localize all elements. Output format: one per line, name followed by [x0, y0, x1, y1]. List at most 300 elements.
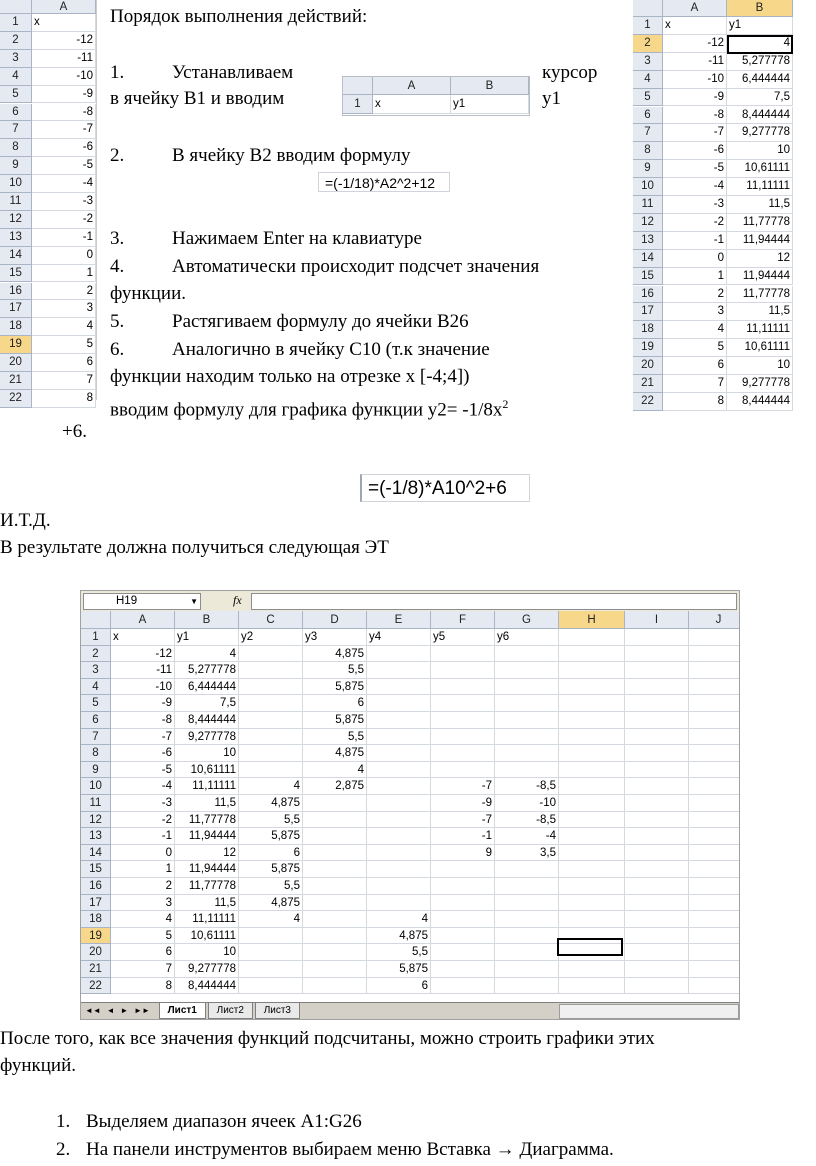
column-header-i[interactable]: I	[625, 611, 689, 629]
row-header[interactable]: 14	[81, 845, 111, 862]
cell[interactable]	[689, 679, 740, 696]
cell[interactable]: 4,875	[239, 795, 303, 812]
cell[interactable]	[303, 961, 367, 978]
cell[interactable]	[689, 878, 740, 895]
cell[interactable]: -7	[431, 778, 495, 795]
tab-sheet3[interactable]: Лист3	[255, 1003, 300, 1019]
cell[interactable]: 5,5	[303, 662, 367, 679]
cell[interactable]	[559, 812, 625, 829]
cell[interactable]	[625, 861, 689, 878]
cell[interactable]	[431, 961, 495, 978]
cell-b: 4	[727, 35, 793, 53]
cell[interactable]	[303, 895, 367, 912]
cell[interactable]	[303, 978, 367, 995]
row-header: 11	[633, 196, 663, 214]
cell[interactable]	[625, 978, 689, 995]
column-header-a: A	[373, 77, 451, 95]
cell[interactable]	[625, 961, 689, 978]
cell[interactable]	[689, 911, 740, 928]
cell[interactable]: y1	[175, 629, 239, 646]
cell[interactable]: 8	[111, 978, 175, 995]
cell[interactable]: 3	[111, 895, 175, 912]
cell[interactable]	[689, 762, 740, 779]
cell[interactable]	[431, 878, 495, 895]
cell[interactable]	[689, 812, 740, 829]
cell[interactable]	[689, 745, 740, 762]
cell[interactable]	[431, 646, 495, 663]
cell[interactable]: -1	[431, 828, 495, 845]
cell[interactable]	[689, 961, 740, 978]
row-header[interactable]: 16	[81, 878, 111, 895]
cell[interactable]: 12	[175, 845, 239, 862]
cell[interactable]	[495, 878, 559, 895]
cell-value: -6	[32, 139, 96, 157]
row-header[interactable]: 15	[81, 861, 111, 878]
cell[interactable]	[625, 778, 689, 795]
row-header[interactable]: 11	[81, 795, 111, 812]
cell[interactable]	[559, 662, 625, 679]
cell[interactable]	[431, 695, 495, 712]
cell[interactable]	[625, 812, 689, 829]
cell[interactable]: 9,277778	[175, 961, 239, 978]
cell[interactable]	[689, 712, 740, 729]
name-box[interactable]	[83, 593, 201, 610]
cell[interactable]: 11,77778	[175, 812, 239, 829]
cell-b: 11,94444	[727, 232, 793, 250]
cell[interactable]	[367, 861, 431, 878]
cell[interactable]	[367, 695, 431, 712]
cell[interactable]	[559, 712, 625, 729]
cell[interactable]: 11,94444	[175, 861, 239, 878]
cell[interactable]	[303, 845, 367, 862]
column-header-c[interactable]: C	[239, 611, 303, 629]
cell[interactable]	[303, 911, 367, 928]
cell[interactable]	[303, 861, 367, 878]
cell-b: 10	[727, 142, 793, 160]
cell[interactable]: 4,875	[239, 895, 303, 912]
cell[interactable]	[625, 895, 689, 912]
cell[interactable]: -10	[495, 795, 559, 812]
cell[interactable]: 11,5	[175, 795, 239, 812]
cell[interactable]: 4	[303, 762, 367, 779]
cell[interactable]	[303, 878, 367, 895]
active-cell-selection[interactable]	[727, 35, 793, 54]
cell[interactable]	[431, 861, 495, 878]
cell[interactable]: 4	[175, 646, 239, 663]
row-header[interactable]: 3	[81, 662, 111, 679]
etc-text: И.Т.Д.	[0, 510, 51, 531]
cell[interactable]	[559, 745, 625, 762]
cell[interactable]: 9,277778	[175, 729, 239, 746]
column-header-b[interactable]: B	[175, 611, 239, 629]
row-header[interactable]: 6	[81, 712, 111, 729]
column-header-g[interactable]: G	[495, 611, 559, 629]
cell[interactable]	[495, 961, 559, 978]
column-header-j[interactable]: J	[689, 611, 740, 629]
cell[interactable]: 10	[175, 944, 239, 961]
column-header-d[interactable]: D	[303, 611, 367, 629]
cell[interactable]	[367, 646, 431, 663]
cell[interactable]	[431, 928, 495, 945]
cell[interactable]: 4	[111, 911, 175, 928]
cell[interactable]	[495, 712, 559, 729]
row-header[interactable]: 19	[81, 928, 111, 945]
cell[interactable]	[625, 928, 689, 945]
cell[interactable]: 4,875	[303, 646, 367, 663]
cell[interactable]	[625, 878, 689, 895]
formula-input[interactable]	[251, 593, 737, 610]
cell[interactable]	[689, 861, 740, 878]
cell[interactable]: y6	[495, 629, 559, 646]
cell[interactable]: 2	[111, 878, 175, 895]
cell[interactable]: -8,5	[495, 778, 559, 795]
cell[interactable]	[495, 911, 559, 928]
cell[interactable]: 1	[111, 861, 175, 878]
cell[interactable]	[625, 828, 689, 845]
corner-cell	[633, 0, 663, 17]
cell[interactable]: -2	[111, 812, 175, 829]
cell[interactable]	[431, 745, 495, 762]
cell[interactable]: -4	[495, 828, 559, 845]
cell[interactable]: x	[111, 629, 175, 646]
select-all-corner[interactable]	[81, 611, 111, 629]
cell[interactable]	[559, 911, 625, 928]
cell-b: 5,277778	[727, 53, 793, 71]
cell[interactable]	[559, 828, 625, 845]
cell[interactable]	[689, 729, 740, 746]
cell[interactable]	[689, 845, 740, 862]
cell[interactable]: 4	[367, 911, 431, 928]
cell[interactable]: -6	[111, 745, 175, 762]
row-header: 19	[0, 336, 32, 354]
cell[interactable]: -1	[111, 828, 175, 845]
cell[interactable]	[367, 762, 431, 779]
list2-number: 2.	[56, 1139, 71, 1160]
cell[interactable]	[303, 944, 367, 961]
tab-sheet1[interactable]: Лист1	[159, 1003, 206, 1019]
cell[interactable]	[625, 646, 689, 663]
cell[interactable]	[559, 729, 625, 746]
cell[interactable]	[239, 928, 303, 945]
cell[interactable]	[689, 778, 740, 795]
cell[interactable]: 4,875	[367, 928, 431, 945]
cell[interactable]: -9	[111, 695, 175, 712]
cell[interactable]	[559, 646, 625, 663]
cell-a: 7	[663, 375, 727, 393]
cell[interactable]	[495, 895, 559, 912]
row-header[interactable]: 18	[81, 911, 111, 928]
cell[interactable]	[689, 895, 740, 912]
cell[interactable]	[495, 978, 559, 995]
row-header: 4	[0, 68, 32, 86]
cell[interactable]	[559, 878, 625, 895]
row-header: 18	[633, 321, 663, 339]
cell[interactable]	[495, 662, 559, 679]
row-header: 21	[0, 372, 32, 390]
cell[interactable]: 7	[111, 961, 175, 978]
cell[interactable]: 5,875	[239, 828, 303, 845]
cell[interactable]	[239, 944, 303, 961]
row-header[interactable]: 21	[81, 961, 111, 978]
cell[interactable]	[559, 961, 625, 978]
cell[interactable]	[689, 646, 740, 663]
cell[interactable]	[625, 679, 689, 696]
cell[interactable]: 4,875	[303, 745, 367, 762]
cell[interactable]: 9	[431, 845, 495, 862]
cell[interactable]: -7	[431, 812, 495, 829]
cell[interactable]: -9	[431, 795, 495, 812]
cell[interactable]	[625, 712, 689, 729]
cell[interactable]	[431, 662, 495, 679]
cell[interactable]: -12	[111, 646, 175, 663]
cell-value: 3	[32, 300, 96, 318]
cell[interactable]: -8,5	[495, 812, 559, 829]
row-header[interactable]: 17	[81, 895, 111, 912]
row-header[interactable]: 1	[81, 629, 111, 646]
column-header-h[interactable]: H	[559, 611, 625, 629]
tab-nav-last-icon[interactable]: ►►	[134, 1006, 150, 1015]
cell[interactable]	[239, 762, 303, 779]
cell[interactable]: 8,444444	[175, 978, 239, 995]
cell[interactable]	[625, 944, 689, 961]
tab-nav-first-icon[interactable]: ◄◄	[85, 1006, 101, 1015]
cell[interactable]	[559, 679, 625, 696]
cell[interactable]: 4	[239, 778, 303, 795]
cell[interactable]	[367, 795, 431, 812]
row-header[interactable]: 22	[81, 978, 111, 995]
cell[interactable]	[495, 679, 559, 696]
row-header: 1	[343, 95, 373, 114]
cell[interactable]: -3	[111, 795, 175, 812]
cell[interactable]	[239, 679, 303, 696]
cell[interactable]	[431, 911, 495, 928]
cell[interactable]: 6	[303, 695, 367, 712]
step2-text: В ячейку B2 вводим формулу	[172, 145, 411, 166]
cell[interactable]	[367, 778, 431, 795]
row-header[interactable]: 20	[81, 944, 111, 961]
tab-nav-prev-icon[interactable]: ◄	[106, 1006, 115, 1015]
cell[interactable]: -10	[111, 679, 175, 696]
cell[interactable]	[495, 695, 559, 712]
cell[interactable]	[559, 895, 625, 912]
cell[interactable]	[367, 878, 431, 895]
cell-a: -11	[663, 53, 727, 71]
cell[interactable]: 5,5	[303, 729, 367, 746]
cell[interactable]	[239, 961, 303, 978]
cell[interactable]: 6	[367, 978, 431, 995]
cell-value: 8	[32, 390, 96, 408]
cell[interactable]: 5,5	[239, 812, 303, 829]
row-header: 15	[0, 265, 32, 283]
cell[interactable]: 5,5	[367, 944, 431, 961]
cell[interactable]	[303, 812, 367, 829]
row-header[interactable]: 4	[81, 679, 111, 696]
cell[interactable]	[431, 729, 495, 746]
cell[interactable]: 5,875	[303, 679, 367, 696]
cell-b: 10	[727, 357, 793, 375]
corner-cell	[0, 0, 32, 14]
cell[interactable]	[495, 646, 559, 663]
cell[interactable]: -11	[111, 662, 175, 679]
cell[interactable]	[303, 828, 367, 845]
cell[interactable]	[239, 712, 303, 729]
cell[interactable]: -8	[111, 712, 175, 729]
cell[interactable]	[559, 778, 625, 795]
cell[interactable]: y3	[303, 629, 367, 646]
cell[interactable]	[431, 679, 495, 696]
row-header: 22	[633, 393, 663, 411]
cell[interactable]	[625, 795, 689, 812]
step1-text-line2: в ячейку B1 и вводим	[110, 88, 285, 109]
column-header-a[interactable]: A	[111, 611, 175, 629]
cell-value: -4	[32, 175, 96, 193]
cell[interactable]	[303, 795, 367, 812]
cell[interactable]	[239, 695, 303, 712]
cell[interactable]	[625, 762, 689, 779]
cell[interactable]	[689, 695, 740, 712]
cell[interactable]	[495, 928, 559, 945]
cell[interactable]	[431, 712, 495, 729]
cell-b: 10,61111	[727, 160, 793, 178]
cell[interactable]: 5,5	[239, 878, 303, 895]
function-icon[interactable]: fx	[233, 593, 242, 607]
cell[interactable]: 10	[175, 745, 239, 762]
cell[interactable]	[625, 662, 689, 679]
cell[interactable]	[689, 978, 740, 995]
cell[interactable]	[495, 745, 559, 762]
cell[interactable]	[367, 662, 431, 679]
cell[interactable]	[559, 978, 625, 995]
cell[interactable]: 10,61111	[175, 928, 239, 945]
row-header[interactable]: 9	[81, 762, 111, 779]
row-header[interactable]: 12	[81, 812, 111, 829]
cell[interactable]: -5	[111, 762, 175, 779]
cell[interactable]	[431, 762, 495, 779]
column-header-e[interactable]: E	[367, 611, 431, 629]
cell[interactable]	[625, 745, 689, 762]
cell[interactable]	[689, 662, 740, 679]
cell[interactable]: 0	[111, 845, 175, 862]
cell-a: -3	[663, 196, 727, 214]
cell[interactable]: 10,61111	[175, 762, 239, 779]
cell[interactable]: 6,444444	[175, 679, 239, 696]
cell-value: -2	[32, 211, 96, 229]
chevron-down-icon[interactable]: ▼	[190, 597, 198, 606]
cell[interactable]: 11,77778	[175, 878, 239, 895]
cell[interactable]	[367, 895, 431, 912]
cell[interactable]: -7	[111, 729, 175, 746]
row-header[interactable]: 10	[81, 778, 111, 795]
cell[interactable]: 5	[111, 928, 175, 945]
cell[interactable]: 11,11111	[175, 911, 239, 928]
tab-sheet2[interactable]: Лист2	[208, 1003, 253, 1019]
cell[interactable]	[495, 861, 559, 878]
cell-value: 1	[32, 265, 96, 283]
cell[interactable]	[367, 712, 431, 729]
cell[interactable]	[303, 928, 367, 945]
cell[interactable]	[367, 845, 431, 862]
cell[interactable]	[689, 629, 740, 646]
column-header-f[interactable]: F	[431, 611, 495, 629]
cell[interactable]: 6	[239, 845, 303, 862]
horizontal-scrollbar[interactable]	[559, 1004, 739, 1019]
cell[interactable]	[367, 729, 431, 746]
cell[interactable]	[367, 828, 431, 845]
cell[interactable]	[559, 629, 625, 646]
cell[interactable]	[689, 928, 740, 945]
cell[interactable]: 8,444444	[175, 712, 239, 729]
cell-a: -2	[663, 214, 727, 232]
cell[interactable]	[559, 695, 625, 712]
cell[interactable]	[625, 695, 689, 712]
cell[interactable]: 3,5	[495, 845, 559, 862]
row-header[interactable]: 2	[81, 646, 111, 663]
cell[interactable]: 11,94444	[175, 828, 239, 845]
cell[interactable]: y2	[239, 629, 303, 646]
row-header: 8	[633, 142, 663, 160]
cell[interactable]: 11,5	[175, 895, 239, 912]
cell[interactable]: 5,277778	[175, 662, 239, 679]
cell[interactable]	[367, 812, 431, 829]
cell[interactable]	[625, 845, 689, 862]
cell[interactable]: 6	[111, 944, 175, 961]
cell[interactable]	[239, 745, 303, 762]
cell[interactable]	[559, 762, 625, 779]
cell[interactable]	[367, 679, 431, 696]
cell-a: 4	[663, 321, 727, 339]
cell[interactable]: 5,875	[303, 712, 367, 729]
cell[interactable]	[625, 629, 689, 646]
cell[interactable]: -4	[111, 778, 175, 795]
cell[interactable]	[431, 944, 495, 961]
cell[interactable]	[689, 795, 740, 812]
row-header: 8	[0, 139, 32, 157]
cell[interactable]: y4	[367, 629, 431, 646]
cell[interactable]	[239, 646, 303, 663]
cell[interactable]	[495, 944, 559, 961]
cell[interactable]	[367, 745, 431, 762]
cell[interactable]	[431, 895, 495, 912]
cell[interactable]	[559, 845, 625, 862]
cell[interactable]	[239, 978, 303, 995]
cell[interactable]	[495, 729, 559, 746]
cell[interactable]: 4	[239, 911, 303, 928]
cell[interactable]	[495, 762, 559, 779]
row-header[interactable]: 8	[81, 745, 111, 762]
cell[interactable]	[559, 861, 625, 878]
cell[interactable]: 5,875	[239, 861, 303, 878]
tab-nav-next-icon[interactable]: ►	[120, 1006, 129, 1015]
row-header[interactable]: 13	[81, 828, 111, 845]
cell[interactable]: y5	[431, 629, 495, 646]
row-header[interactable]: 7	[81, 729, 111, 746]
cell[interactable]	[431, 978, 495, 995]
row-header[interactable]: 5	[81, 695, 111, 712]
active-cell-selection[interactable]	[557, 938, 623, 956]
cell[interactable]	[239, 662, 303, 679]
cell[interactable]	[689, 828, 740, 845]
cell[interactable]: 11,11111	[175, 778, 239, 795]
cell[interactable]: 7,5	[175, 695, 239, 712]
cell[interactable]	[559, 795, 625, 812]
row-header: 12	[0, 211, 32, 229]
cell[interactable]	[625, 729, 689, 746]
cell[interactable]	[689, 944, 740, 961]
cell[interactable]	[625, 911, 689, 928]
cell[interactable]: 5,875	[367, 961, 431, 978]
cell[interactable]: 2,875	[303, 778, 367, 795]
cell[interactable]	[239, 729, 303, 746]
